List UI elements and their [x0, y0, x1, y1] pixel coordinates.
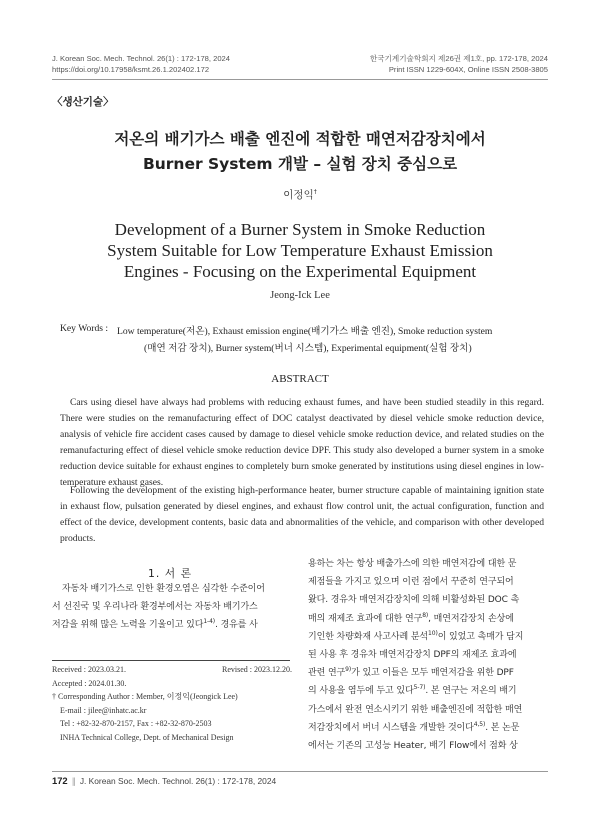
intro-right-line	[308, 719, 548, 737]
intro-right-text: 기인한 차량화재 사고사례 분석	[308, 631, 429, 642]
author-ko	[40, 187, 560, 202]
abstract-paragraph-1	[60, 395, 544, 490]
section-tag: 〈생산기술〉	[52, 96, 114, 108]
revised-date: Revised : 2023.12.20.	[222, 665, 292, 674]
intro-right-text: 저감장치에서 버너 시스템을 개발한 것이다	[308, 722, 474, 733]
intro-right-line: 왔다. 경유차 매연저감장치에 의해 비활성화된 DOC 촉	[308, 595, 520, 606]
journal-citation: J. Korean Soc. Mech. Technol. 26(1) : 172-178, 2024	[52, 54, 230, 63]
intro-left-column	[52, 580, 292, 635]
intro-left-line	[52, 616, 292, 634]
intro-right-text: . 본 논문	[485, 722, 520, 733]
intro-right-line	[308, 664, 548, 682]
title-en-line1: Development of a Burner System in Smoke Reduction	[114, 220, 486, 239]
doi-link[interactable]: https://doi.org/10.17958/ksmt.26.1.202402.172	[52, 65, 210, 74]
page-footer	[52, 775, 276, 786]
intro-right-line: 가스에서 완전 연소시키기 위한 배출엔진에 적합한 매연	[308, 704, 523, 715]
journal-citation-ko: 한국기계기술학회지 제26권 제1호, pp. 172-178, 2024	[369, 54, 548, 63]
intro-right-line: 용하는 차는 항상 배출가스에 의한 매연저감에 대한 문	[308, 559, 517, 569]
keywords-line1: Low temperature(저온), Exhaust emission engine(배기가스 배출 엔진), Smoke reduction system	[117, 326, 493, 337]
accepted-date: Accepted : 2024.01.30.	[52, 678, 127, 688]
footer-journal: J. Korean Soc. Mech. Technol. 26(1) : 172-178, 2024	[79, 776, 277, 786]
abstract-heading: ABSTRACT	[271, 373, 329, 385]
corresponding-author: † Corresponding Author : Member, 이정익(Jeongick Lee)	[52, 692, 238, 702]
author-email[interactable]: E-mail : jilee@inhatc.ac.kr	[60, 705, 147, 715]
intro-right-text: 가 있고 이들은 모두 매연저감을 위한 DPF	[351, 668, 514, 679]
author-en: Jeong-Ick Lee	[270, 290, 330, 301]
intro-right-text: , 매연저감장치 손상에	[428, 613, 514, 624]
abstract-paragraph-2	[60, 483, 544, 547]
citation-ref[interactable]: 8)	[422, 611, 429, 619]
keywords-line2: (매연 저감 장치), Burner system(버너 시스템), Experimental equipment(실험 장치)	[144, 343, 472, 354]
issn-line: Print ISSN 1229-604X, Online ISSN 2508-3805	[388, 65, 548, 74]
citation-ref[interactable]: 9)	[345, 666, 352, 674]
title-ko-line1: 저온의 배기가스 배출 엔진에 적합한 매연저감장치에서	[114, 130, 486, 148]
intro-left-line: 자동차 배기가스로 인한 환경오염은 심각한 수준이어	[62, 584, 265, 594]
section-heading-intro: 1. 서 론	[147, 567, 193, 580]
page-number: 172	[52, 775, 68, 786]
intro-right-line	[308, 682, 548, 700]
citation-ref[interactable]: 10)	[428, 629, 438, 637]
intro-right-line: 제점들을 가지고 있으며 이런 점에서 꾸준히 연구되어	[308, 577, 514, 588]
corresponding-mark: †	[313, 188, 317, 196]
footnote-divider	[52, 660, 290, 661]
title-en-line3: Engines - Focusing on the Experimental Equipment	[123, 262, 477, 281]
citation-ref[interactable]: 5-7)	[413, 684, 426, 692]
author-ko-name: 이정익	[283, 189, 314, 201]
received-revised-row	[52, 663, 292, 677]
journal-header-left	[52, 53, 230, 75]
abstract-p2-text: Following the development of the existing high-performance heater, burner structure capable of maintaining ignition state in exhaust flow, pulsation generated by diesel engines, and exhaust flow control unit, the actual configuration, function and effect of the device, development contents, basic data and abnormalities of the vehicle, and comparison with other developed products.	[60, 485, 544, 544]
title-ko-line2: Burner System 개발 – 실험 장치 중심으로	[142, 155, 458, 173]
abstract-p1-text: Cars using diesel have always had problems with reducing exhaust fumes, and have been studied steadily in this regard. There were studies on the remanufacturing effect of DOC catalyst deactivated by diesel vehicle smoke reduction device, analysis of vehicle fire accident cases caused by damage to diesel vehicle smoke reduction device, and related studies on the remanufacturing effect of diesel vehicle smoke reduction device DPF. This study also developed a burner system in a smoke reduction device suitable for exhaust engines to completely burn smoke generated by institutions using diesel engines in low-temperature exhaust gases.	[60, 397, 544, 488]
intro-right-column	[308, 555, 548, 755]
author-affiliation: INHA Technical College, Dept. of Mechanical Design	[60, 732, 234, 742]
title-en-line2: System Suitable for Low Temperature Exhaust Emission	[107, 241, 493, 260]
citation-ref[interactable]: 4,5)	[473, 720, 486, 728]
journal-header-right	[370, 53, 548, 75]
intro-left-text: 저감을 위해 많은 노력을 기울이고 있다	[52, 620, 204, 631]
intro-right-line: 에서는 기존의 고성능 Heater, 배기 Flow에서 점화 상	[308, 741, 518, 752]
intro-right-text: 이 있었고 촉매가 담지	[437, 631, 524, 642]
intro-right-line	[308, 610, 548, 628]
article-footnote	[52, 663, 292, 745]
intro-right-text: 매의 재제조 효과에 대한 연구	[308, 613, 423, 624]
intro-left-text: . 경유를 사	[215, 620, 258, 631]
footer-divider	[52, 771, 548, 772]
intro-right-line	[308, 628, 548, 646]
intro-right-text: . 본 연구는 저온의 배기	[425, 686, 517, 697]
intro-right-text: 의 사용을 염두에 두고 있다	[308, 686, 414, 697]
author-phone: Tel : +82-32-870-2157, Fax : +82-32-870-2503	[60, 719, 212, 729]
received-date: Received : 2023.03.21.	[52, 665, 126, 674]
header-divider	[52, 79, 548, 80]
intro-right-line: 된 사용 후 경유차 매연저감장치 DPF의 재제조 효과에	[308, 650, 517, 661]
keywords-label: Key Words :	[60, 323, 109, 334]
intro-right-text: 관련 연구	[308, 668, 346, 679]
intro-left-line: 서 선진국 및 우리나라 환경부에서는 자동차 배기가스	[52, 602, 258, 613]
citation-ref[interactable]: 1-4)	[203, 618, 216, 626]
footer-separator: ∥	[71, 776, 76, 786]
